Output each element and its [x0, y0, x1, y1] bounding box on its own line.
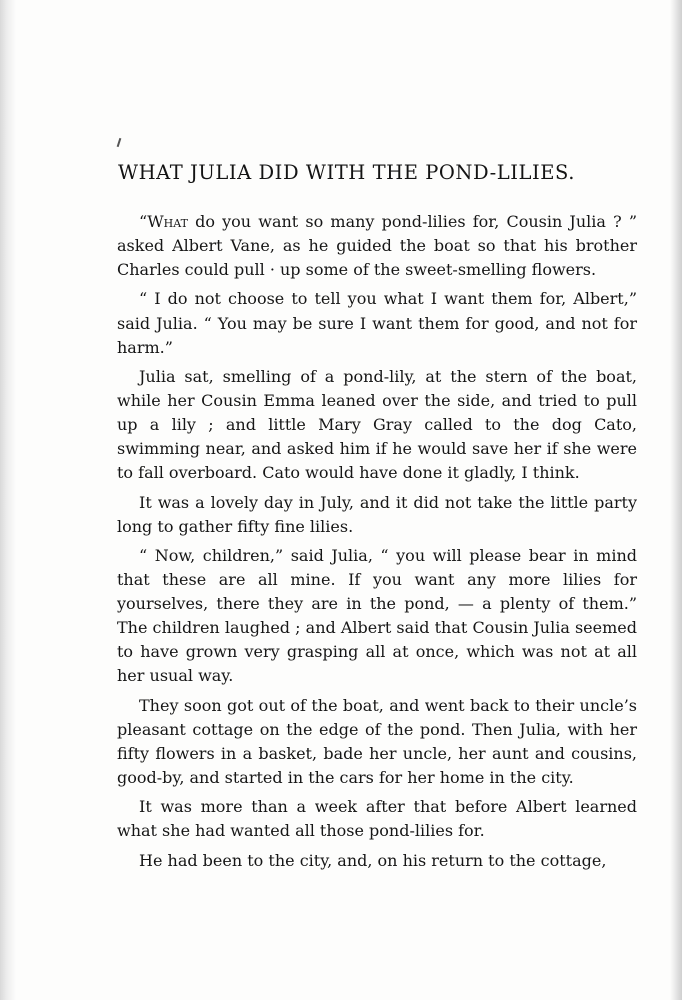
printer-mark	[117, 138, 122, 147]
paragraph-3: Julia sat, smelling of a pond-lily, at the stern of the boat, while her Cousin Emma leaned over the side, and tried to pull up a lily ; and little Mary Gray called to the dog Cato, swimming near, and asked him if he would save her if she were to fall overboard. Cato would have done it gladly, I think.	[117, 366, 637, 483]
page-right-edge-shadow	[670, 0, 682, 1000]
paragraph-1	[117, 210, 637, 282]
body-text	[117, 210, 637, 873]
page-left-edge-shadow	[0, 0, 16, 1000]
paragraph-5: “ Now, children,” said Julia, “ you will please bear in mind that these are all mine. If you want any more lilies for yourselves, there they are in the pond, — a plenty of them.” The children laughed ; and Albert said that Cousin Julia seemed to have grown very grasping all at once, which was not at all her usual way.	[117, 545, 637, 686]
paragraph-6: They soon got out of the boat, and went back to their uncle’s pleasant cottage on the edge of the pond. Then Julia, with her fifty flowers in a basket, bade her uncle, her aunt and cousins, good-by, and started in the cars for her home in the city.	[117, 695, 637, 787]
paragraph-8: He had been to the city, and, on his return to the cottage,	[139, 850, 607, 870]
paragraph-4: It was a lovely day in July, and it did not take the little party long to gather fifty fine lilies.	[117, 492, 637, 536]
paragraph-1-text: do you want so many pond-lilies for, Cousin Julia ? ” asked Albert Vane, as he guided the boat so that his brother Charles could pull · up some of the sweet-smelling flowers.	[117, 212, 637, 280]
paragraph-7: It was more than a week after that before Albert learned what she had wanted all those pond-lilies for.	[117, 797, 637, 841]
paragraph-2: “ I do not choose to tell you what I want them for, Albert,” said Julia. “ You may be sure I want them for good, and not for harm.”	[117, 289, 637, 357]
chapter-title: WHAT JULIA DID WITH THE POND-LILIES.	[118, 161, 575, 184]
opening-quote: “	[139, 212, 148, 231]
opening-word-small-caps: What	[147, 212, 188, 231]
